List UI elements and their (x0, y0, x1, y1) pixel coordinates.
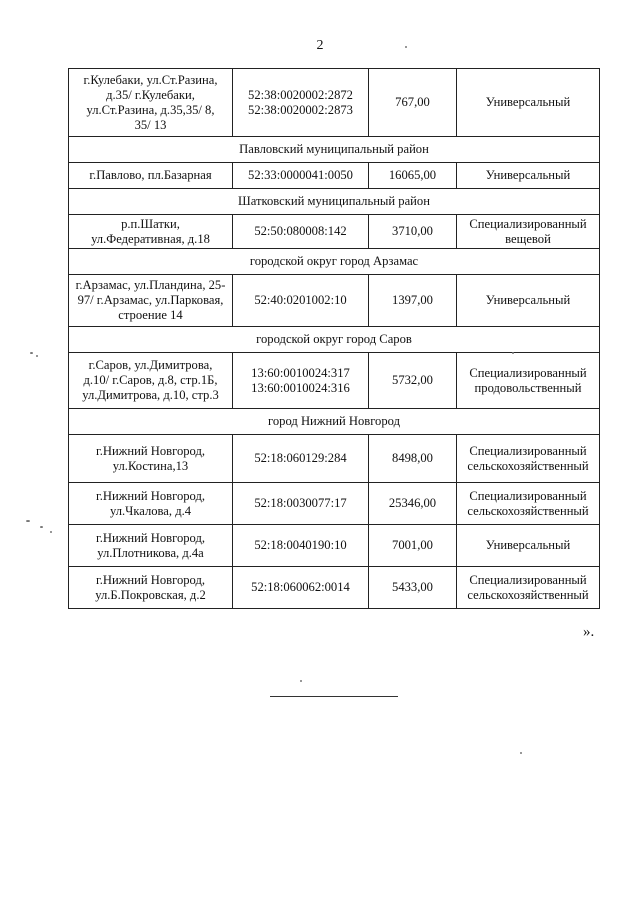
market-type-line: Специализированный (469, 216, 587, 231)
cadastral-number-cell (233, 483, 369, 525)
address-line: г.Нижний Новгород, (95, 488, 206, 503)
table-row (69, 275, 600, 327)
address-line: д.35/ г.Кулебаки, (106, 87, 195, 102)
market-type-line: Специализированный (469, 443, 587, 458)
market-type-line: Универсальный (485, 293, 571, 307)
cadastral-number-line: 13:60:0010024:317 (251, 365, 350, 380)
market-type-line: сельскохозяйственный (467, 587, 589, 602)
district-title: городской округ город Арзамас (69, 249, 600, 275)
area-cell: 16065,00 (369, 163, 457, 189)
page-number: 2 (316, 38, 324, 53)
address-cell (69, 567, 233, 609)
scan-speck (50, 531, 52, 533)
table-row (69, 567, 600, 609)
scan-speck (405, 46, 407, 48)
address-line: г.Арзамас, ул.Пландина, 25- (75, 278, 226, 292)
district-title: городской округ город Саров (69, 327, 600, 353)
signature-line (270, 696, 398, 697)
table-row (69, 483, 600, 525)
address-line: г.Саров, ул.Димитрова, (88, 358, 213, 372)
cadastral-number-line: 52:18:060129:284 (254, 451, 347, 465)
cadastral-number-line: 52:38:0020002:2873 (248, 102, 353, 117)
district-header-row (69, 409, 600, 435)
cadastral-number-line: 52:18:060062:0014 (251, 580, 350, 594)
area-cell: 5433,00 (369, 567, 457, 609)
market-type-cell (457, 215, 600, 249)
table-row (69, 69, 600, 137)
scan-speck (300, 680, 302, 682)
market-type-line: Специализированный (469, 488, 587, 503)
address-line: г.Нижний Новгород, (95, 572, 206, 587)
cadastral-number-cell (233, 567, 369, 609)
scan-speck (512, 352, 514, 354)
scan-speck (520, 752, 522, 754)
address-line: 35/ 13 (134, 117, 167, 132)
market-type-cell (457, 353, 600, 409)
address-line: ул.Б.Покровская, д.2 (95, 587, 206, 602)
address-cell (69, 215, 233, 249)
market-type-line: Универсальный (485, 95, 571, 109)
address-line: ул.Ст.Разина, д.35,35/ 8, (86, 102, 215, 117)
address-line: р.п.Шатки, (121, 216, 180, 231)
address-line: г.Нижний Новгород, (95, 530, 206, 545)
cadastral-number-cell (233, 215, 369, 249)
address-cell (69, 525, 233, 567)
district-header-row (69, 189, 600, 215)
table-row (69, 525, 600, 567)
address-line: 97/ г.Арзамас, ул.Парковая, (77, 293, 224, 307)
district-title: город Нижний Новгород (69, 409, 600, 435)
address-cell (69, 435, 233, 483)
market-type-cell (457, 567, 600, 609)
address-cell (69, 163, 233, 189)
scan-speck (40, 526, 43, 528)
cadastral-number-cell (233, 163, 369, 189)
cadastral-number-cell (233, 353, 369, 409)
address-line: строение 14 (118, 308, 183, 322)
area-cell: 5732,00 (369, 353, 457, 409)
scan-speck (36, 355, 38, 357)
table-row (69, 353, 600, 409)
address-line: ул.Костина,13 (112, 458, 189, 473)
table-row (69, 435, 600, 483)
district-header-row (69, 249, 600, 275)
market-type-cell (457, 275, 600, 327)
cadastral-number-line: 52:33:0000041:0050 (248, 168, 353, 182)
cadastral-number-cell (233, 69, 369, 137)
address-cell (69, 353, 233, 409)
district-header-row (69, 327, 600, 353)
address-cell (69, 275, 233, 327)
cadastral-number-line: 52:50:080008:142 (254, 224, 347, 238)
market-type-line: сельскохозяйственный (467, 503, 589, 518)
cadastral-number-line: 13:60:0010024:316 (251, 380, 350, 395)
area-cell: 1397,00 (369, 275, 457, 327)
market-type-cell (457, 525, 600, 567)
market-type-line: сельскохозяйственный (467, 458, 589, 473)
market-type-cell (457, 435, 600, 483)
market-type-line: вещевой (505, 231, 551, 246)
cadastral-number-line: 52:18:0030077:17 (254, 496, 347, 510)
district-header-row (69, 137, 600, 163)
area-cell: 25346,00 (369, 483, 457, 525)
address-line: г.Кулебаки, ул.Ст.Разина, (83, 72, 218, 87)
cadastral-number-line: 52:40:0201002:10 (254, 293, 347, 307)
area-cell: 8498,00 (369, 435, 457, 483)
cadastral-number-line: 52:18:0040190:10 (254, 538, 347, 552)
markets-table-body (69, 69, 600, 609)
table-row (69, 163, 600, 189)
area-cell: 7001,00 (369, 525, 457, 567)
area-cell: 767,00 (369, 69, 457, 137)
cadastral-number-line: 52:38:0020002:2872 (248, 87, 353, 102)
address-cell (69, 69, 233, 137)
market-type-cell (457, 163, 600, 189)
address-line: ул.Чкалова, д.4 (109, 503, 192, 518)
area-cell: 3710,00 (369, 215, 457, 249)
market-type-line: Универсальный (485, 538, 571, 552)
market-type-line: Специализированный (469, 365, 587, 380)
market-type-cell (457, 69, 600, 137)
address-cell (69, 483, 233, 525)
closing-quote-mark: ». (583, 624, 595, 640)
markets-table (68, 68, 600, 609)
market-type-line: Универсальный (485, 168, 571, 182)
address-line: г.Павлово, пл.Базарная (89, 168, 212, 182)
table-row (69, 215, 600, 249)
address-line: д.10/ г.Саров, д.8, стр.1Б, (83, 373, 218, 387)
cadastral-number-cell (233, 275, 369, 327)
address-line: г.Нижний Новгород, (95, 443, 206, 458)
address-line: ул.Федеративная, д.18 (91, 231, 210, 246)
cadastral-number-cell (233, 525, 369, 567)
market-type-line: продовольственный (474, 380, 582, 395)
district-title: Павловский муниципальный район (69, 137, 600, 163)
address-line: ул.Димитрова, д.10, стр.3 (82, 388, 219, 402)
cadastral-number-cell (233, 435, 369, 483)
market-type-cell (457, 483, 600, 525)
market-type-line: Специализированный (469, 572, 587, 587)
scan-speck (30, 352, 33, 354)
district-title: Шатковский муниципальный район (69, 189, 600, 215)
scan-speck (26, 520, 30, 522)
address-line: ул.Плотникова, д.4а (97, 545, 204, 560)
